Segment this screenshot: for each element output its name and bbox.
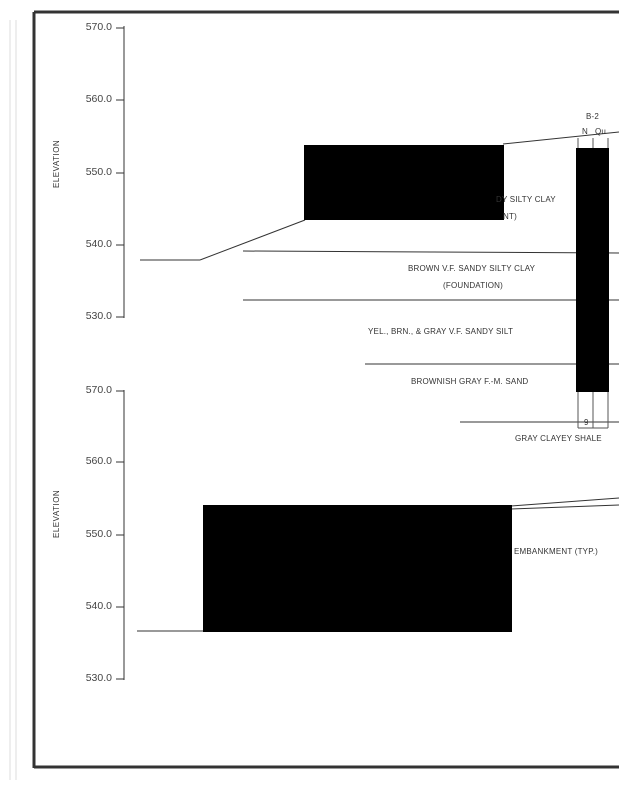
upper-tick-570: 570.0	[85, 21, 112, 33]
upper-tick-530: 530.0	[85, 310, 112, 322]
layer-label-embankment-2: NT)	[503, 212, 517, 221]
lower-tick-530: 530.0	[85, 672, 112, 684]
lower-embankment-label: EMBANKMENT (TYP.)	[514, 547, 599, 556]
layer-label-sand: BROWNISH GRAY F.-M. SAND	[411, 377, 529, 386]
lower-tick-540: 540.0	[85, 600, 112, 612]
layer-label-shale: GRAY CLAYEY SHALE	[515, 434, 602, 443]
redaction-block-lower	[203, 505, 512, 632]
axis-title-upper: ELEVATION	[52, 139, 61, 188]
lower-tick-550: 550.0	[85, 528, 112, 540]
lower-tick-560: 560.0	[85, 455, 112, 467]
upper-tick-540: 540.0	[85, 238, 112, 250]
lower-axis	[116, 390, 124, 680]
boring-log-fill	[576, 148, 609, 392]
layer-label-foundation-1: BROWN V.F. SANDY SILTY CLAY	[408, 264, 536, 273]
upper-tick-550: 550.0	[85, 166, 112, 178]
axis-title-lower: ELEVATION	[52, 489, 61, 538]
boring-col-n: N	[582, 127, 588, 136]
layer-label-foundation-2: (FOUNDATION)	[443, 281, 504, 290]
redaction-block-upper	[304, 145, 504, 220]
boring-blow-count: 9	[584, 418, 589, 427]
lower-tick-570: 570.0	[85, 384, 112, 396]
margin-marks	[10, 20, 16, 780]
boring-col-qu: Qu	[595, 127, 607, 136]
layer-label-embankment-1: DY SILTY CLAY	[496, 195, 556, 204]
upper-tick-560: 560.0	[85, 93, 112, 105]
upper-axis	[116, 26, 124, 318]
layer-label-silt: YEL., BRN., & GRAY V.F. SANDY SILT	[368, 327, 514, 336]
boring-id: B-2	[586, 112, 600, 121]
